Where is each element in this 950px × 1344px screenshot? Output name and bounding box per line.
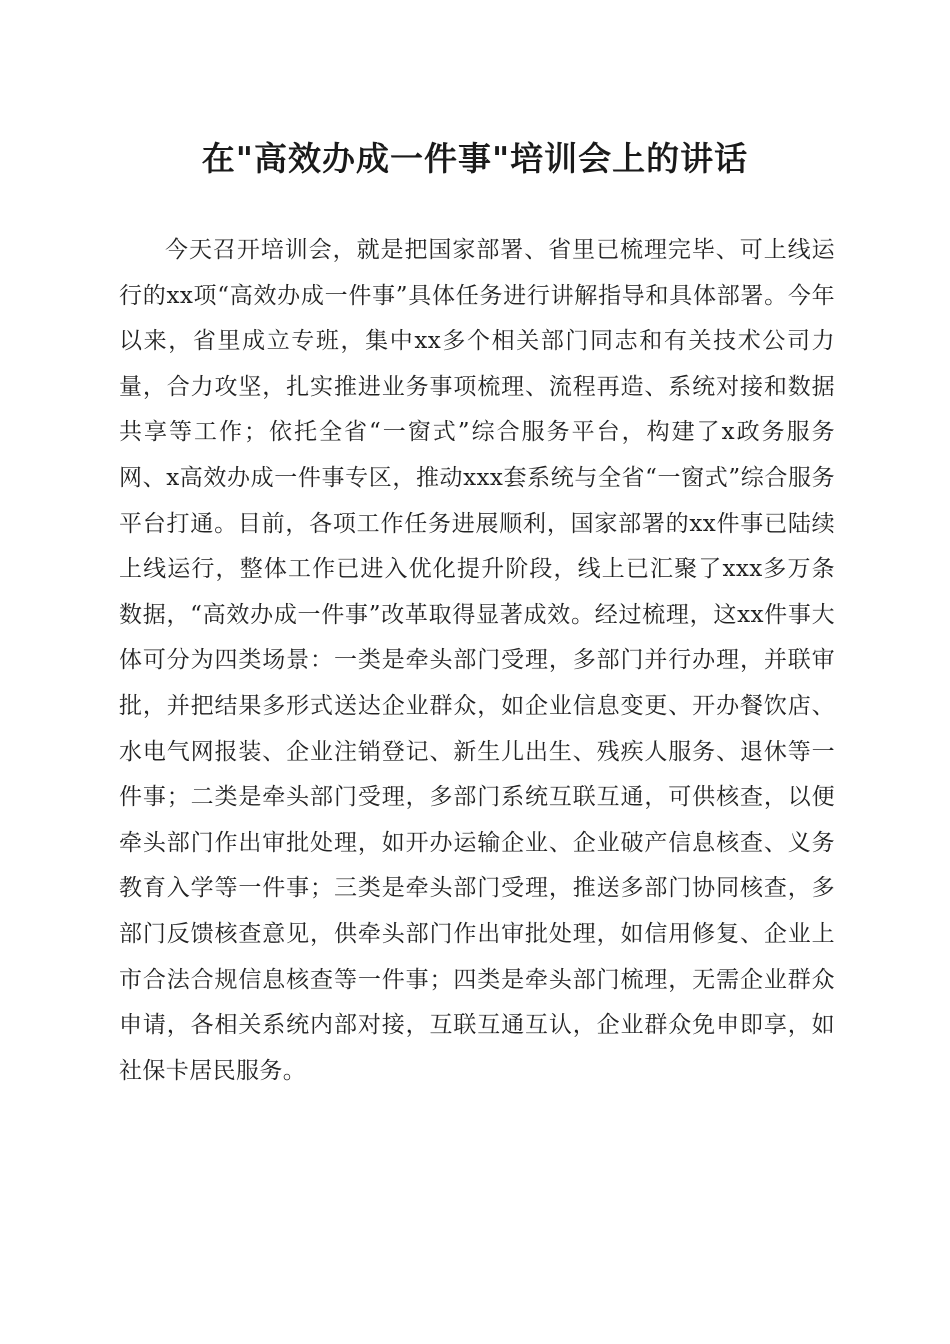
- body-paragraph: 今天召开培训会，就是把国家部署、省里已梳理完毕、可上线运行的xx项“高效办成一件事”具体任务进行讲解指导和具体部署。今年以来，省里成立专班，集中xx多个相关部门同志和有关技术公司力量，合力攻坚，扎实推进业务事项梳理、流程再造、系统对接和数据共享等工作；依托全省“一窗式”综合服务平台，构建了x政务服务网、x高效办成一件事专区，推动xxx套系统与全省“一窗式”综合服务平台打通。目前，各项工作任务进展顺利，国家部署的xx件事已陆续上线运行，整体工作已进入优化提升阶段，线上已汇聚了xxx多万条数据，“高效办成一件事”改革取得显著成效。经过梳理，这xx件事大体可分为四类场景：一类是牵头部门受理，多部门并行办理，并联审批，并把结果多形式送达企业群众，如企业信息变更、开办餐饮店、水电气网报装、企业注销登记、新生儿出生、残疾人服务、退休等一件事；二类是牵头部门受理，多部门系统互联互通，可供核查，以便牵头部门作出审批处理，如开办运输企业、企业破产信息核查、义务教育入学等一件事；三类是牵头部门受理，推送多部门协同核查，多部门反馈核查意见，供牵头部门作出审批处理，如信用修复、企业上市合法合规信息核查等一件事；四类是牵头部门梳理，无需企业群众申请，各相关系统内部对接，互联互通互认，企业群众免申即享，如社保卡居民服务。: [119, 237, 835, 1084]
- document-title: 在"高效办成一件事"培训会上的讲话: [201, 139, 749, 178]
